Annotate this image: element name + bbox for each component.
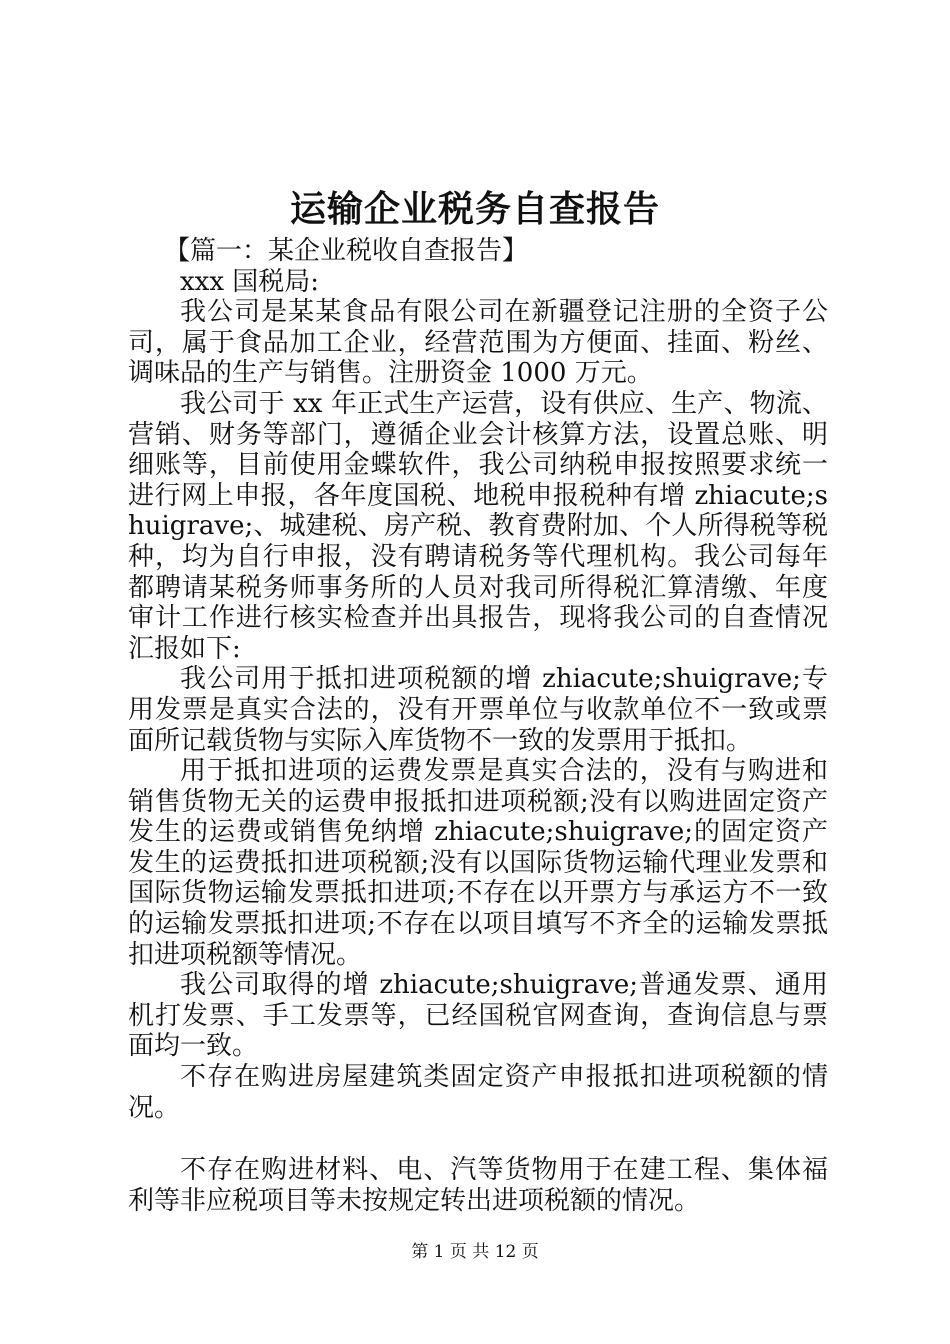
paragraph-spacer xyxy=(128,1123,828,1155)
paragraph-6: 不存在购进房屋建筑类固定资产申报抵扣进项税额的情况。 xyxy=(128,1062,828,1123)
document-body xyxy=(128,236,828,1216)
section-heading: 【篇一：某企业税收自查报告】 xyxy=(164,236,529,266)
paragraph-3: 我公司用于抵扣进项税额的增 zhiacute;shuigrave;专用发票是真实合法的，没有开票单位与收款单位不一致或票面所记载货物与实际入库货物不一致的发票用于抵扣。 xyxy=(128,664,828,756)
paragraph-7: 不存在购进材料、电、汽等货物用于在建工程、集体福利等非应税项目等未按规定转出进项税额的情况。 xyxy=(128,1155,828,1216)
paragraph-2: 我公司于 xx 年正式生产运营，设有供应、生产、物流、营销、财务等部门，遵循企业会计核算方法，设置总账、明细账等，目前使用金蝶软件，我公司纳税申报按照要求统一进行网上申报，各年度国税、地税申报税种有增 zhiacute;shuigrave;、城建税、房产税、教育费附加、个人所得税等税种，均为自行申报，没有聘请税务等代理机构。我公司每年都聘请某税务师事务所的人员对我司所得税汇算清缴、年度审计工作进行核实检查并出具报告，现将我公司的自查情况汇报如下: xyxy=(128,388,828,664)
addressee: xxx 国税局: xyxy=(180,266,320,297)
paragraph-4: 用于抵扣进项的运费发票是真实合法的，没有与购进和销售货物无关的运费申报抵扣进项税额;没有以购进固定资产发生的运费或销售免纳增 zhiacute;shuigrave;的固定资产发生的运费抵扣进项税额;没有以国际货物运输代理业发票和国际货物运输发票抵扣进项;不存在以开票方与承运方不一致的运输发票抵扣进项;不存在以项目填写不齐全的运输发票抵扣进项税额等情况。 xyxy=(128,756,828,970)
paragraph-1: 我公司是某某食品有限公司在新疆登记注册的全资子公司，属于食品加工企业，经营范围为方便面、挂面、粉丝、调味品的生产与销售。注册资金 1000 万元。 xyxy=(128,297,828,389)
document-title: 运输企业税务自查报告 xyxy=(289,188,660,230)
page-footer: 第 1 页 共 12 页 xyxy=(411,1242,539,1262)
paragraph-5: 我公司取得的增 zhiacute;shuigrave;普通发票、通用机打发票、手工发票等，已经国税官网查询，查询信息与票面均一致。 xyxy=(128,970,828,1062)
